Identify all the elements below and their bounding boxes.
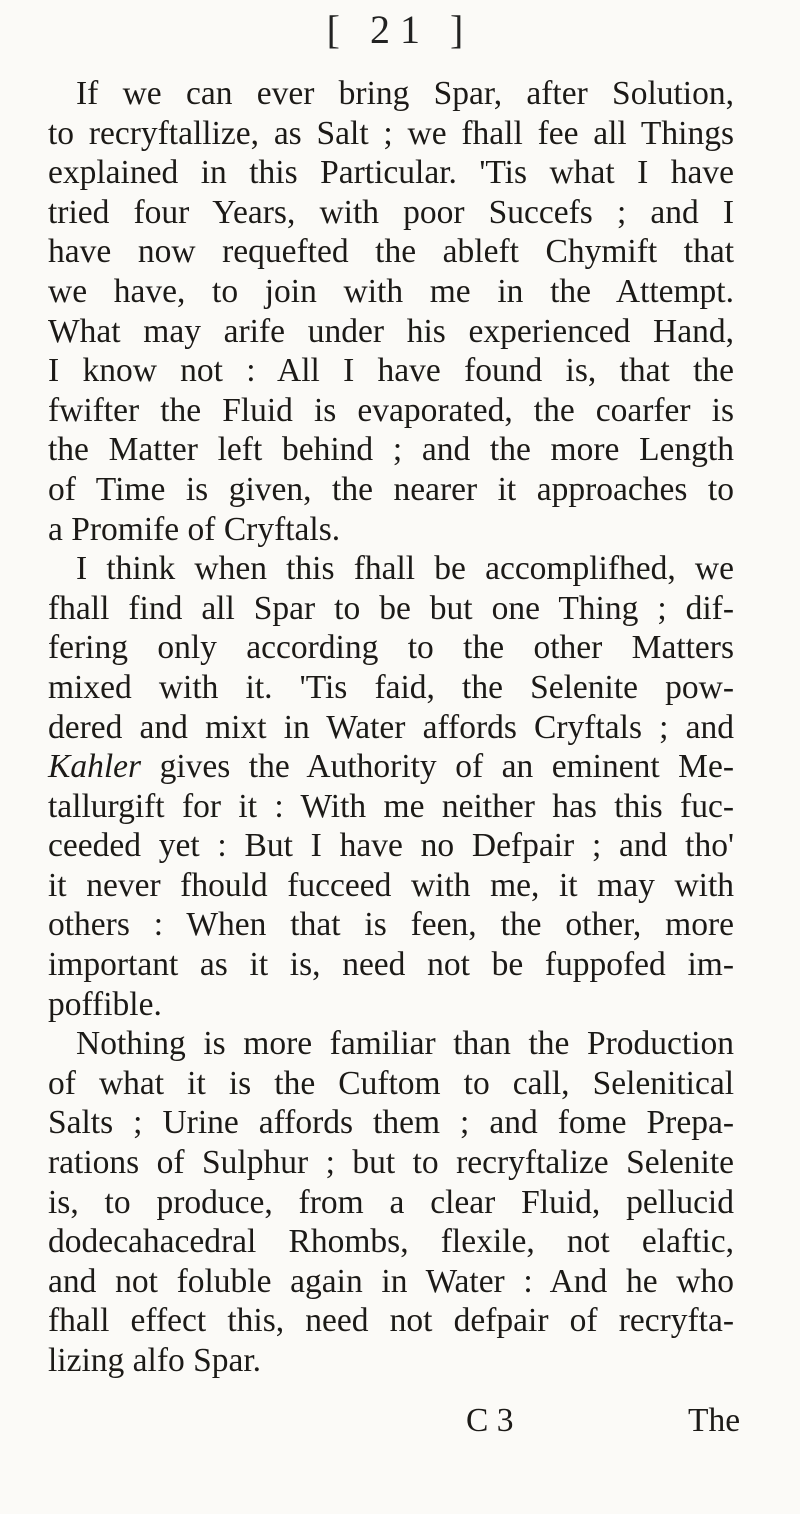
text-line: ceeded yet : But I have no Defpair ; and tho' <box>48 827 734 865</box>
text-line: have now requefted the ableft Chymift that <box>48 233 734 271</box>
text-line: rations of Sulphur ; but to recryftalize Selenite <box>48 1144 734 1182</box>
text-line: a Promife of Cryftals. <box>48 510 341 548</box>
text-line: If we can ever bring Spar, after Solution, <box>76 75 734 112</box>
text-line: What may arife under his experienced Hand, <box>48 312 734 350</box>
catchword: The <box>688 1402 741 1439</box>
text-line: fering only according to the other Matters <box>48 629 734 667</box>
page-number: [ 21 ] <box>326 7 474 52</box>
text-line: is, to produce, from a clear Fluid, pellucid <box>48 1183 734 1221</box>
text-line: I know not : All I have found is, that the <box>48 352 734 390</box>
text-line: tried four Years, with poor Succefs ; and I <box>48 193 734 231</box>
text-line: I think when this fhall be accomplifhed, we <box>76 550 734 588</box>
signature-mark: C 3 <box>466 1402 514 1439</box>
text-line: Nothing is more familiar than the Production <box>76 1025 734 1063</box>
text-line: dodecahacedral Rhombs, flexile, not elaftic, <box>48 1223 734 1261</box>
text-line: Salts ; Urine affords them ; and fome Prepa- <box>48 1104 734 1142</box>
text-line: fwifter the Fluid is evaporated, the coarfer is <box>48 391 734 429</box>
text-line: tallurgift for it : With me neither has this fuc- <box>48 787 734 825</box>
text-line: of Time is given, the nearer it approaches to <box>48 470 734 508</box>
text-line: it never fhould fucceed with me, it may with <box>48 866 734 904</box>
text-line: fhall find all Spar to be but one Thing ; dif- <box>48 589 734 627</box>
text-line-kahler: Kahler gives the Authority of an eminent Me- <box>48 748 734 786</box>
author-name-kahler: Kahler <box>48 748 142 786</box>
text-line: to recryftallize, as Salt ; we fhall fee all Things <box>48 114 734 152</box>
text-line: dered and mixt in Water affords Cryftals ; and <box>48 708 734 746</box>
text-line: others : When that is feen, the other, more <box>48 906 734 944</box>
text-line: mixed with it. 'Tis faid, the Selenite pow- <box>48 668 734 706</box>
text-line: lizing alfo Spar. <box>48 1342 262 1379</box>
text-line: important as it is, need not be fuppofed im- <box>48 946 734 984</box>
page-footer <box>0 1402 800 1446</box>
text-line: fhall effect this, need not defpair of recryfta- <box>48 1302 734 1340</box>
text-line: poffible. <box>48 985 162 1023</box>
body-text <box>48 74 734 1381</box>
text-line: explained in this Particular. 'Tis what I have <box>48 154 734 192</box>
text-line: of what it is the Cuftom to call, Selenitical <box>48 1064 734 1102</box>
text-line: and not foluble again in Water : And he who <box>48 1262 734 1300</box>
text-line: the Matter left behind ; and the more Length <box>48 431 734 469</box>
text-line: we have, to join with me in the Attempt. <box>48 272 734 310</box>
